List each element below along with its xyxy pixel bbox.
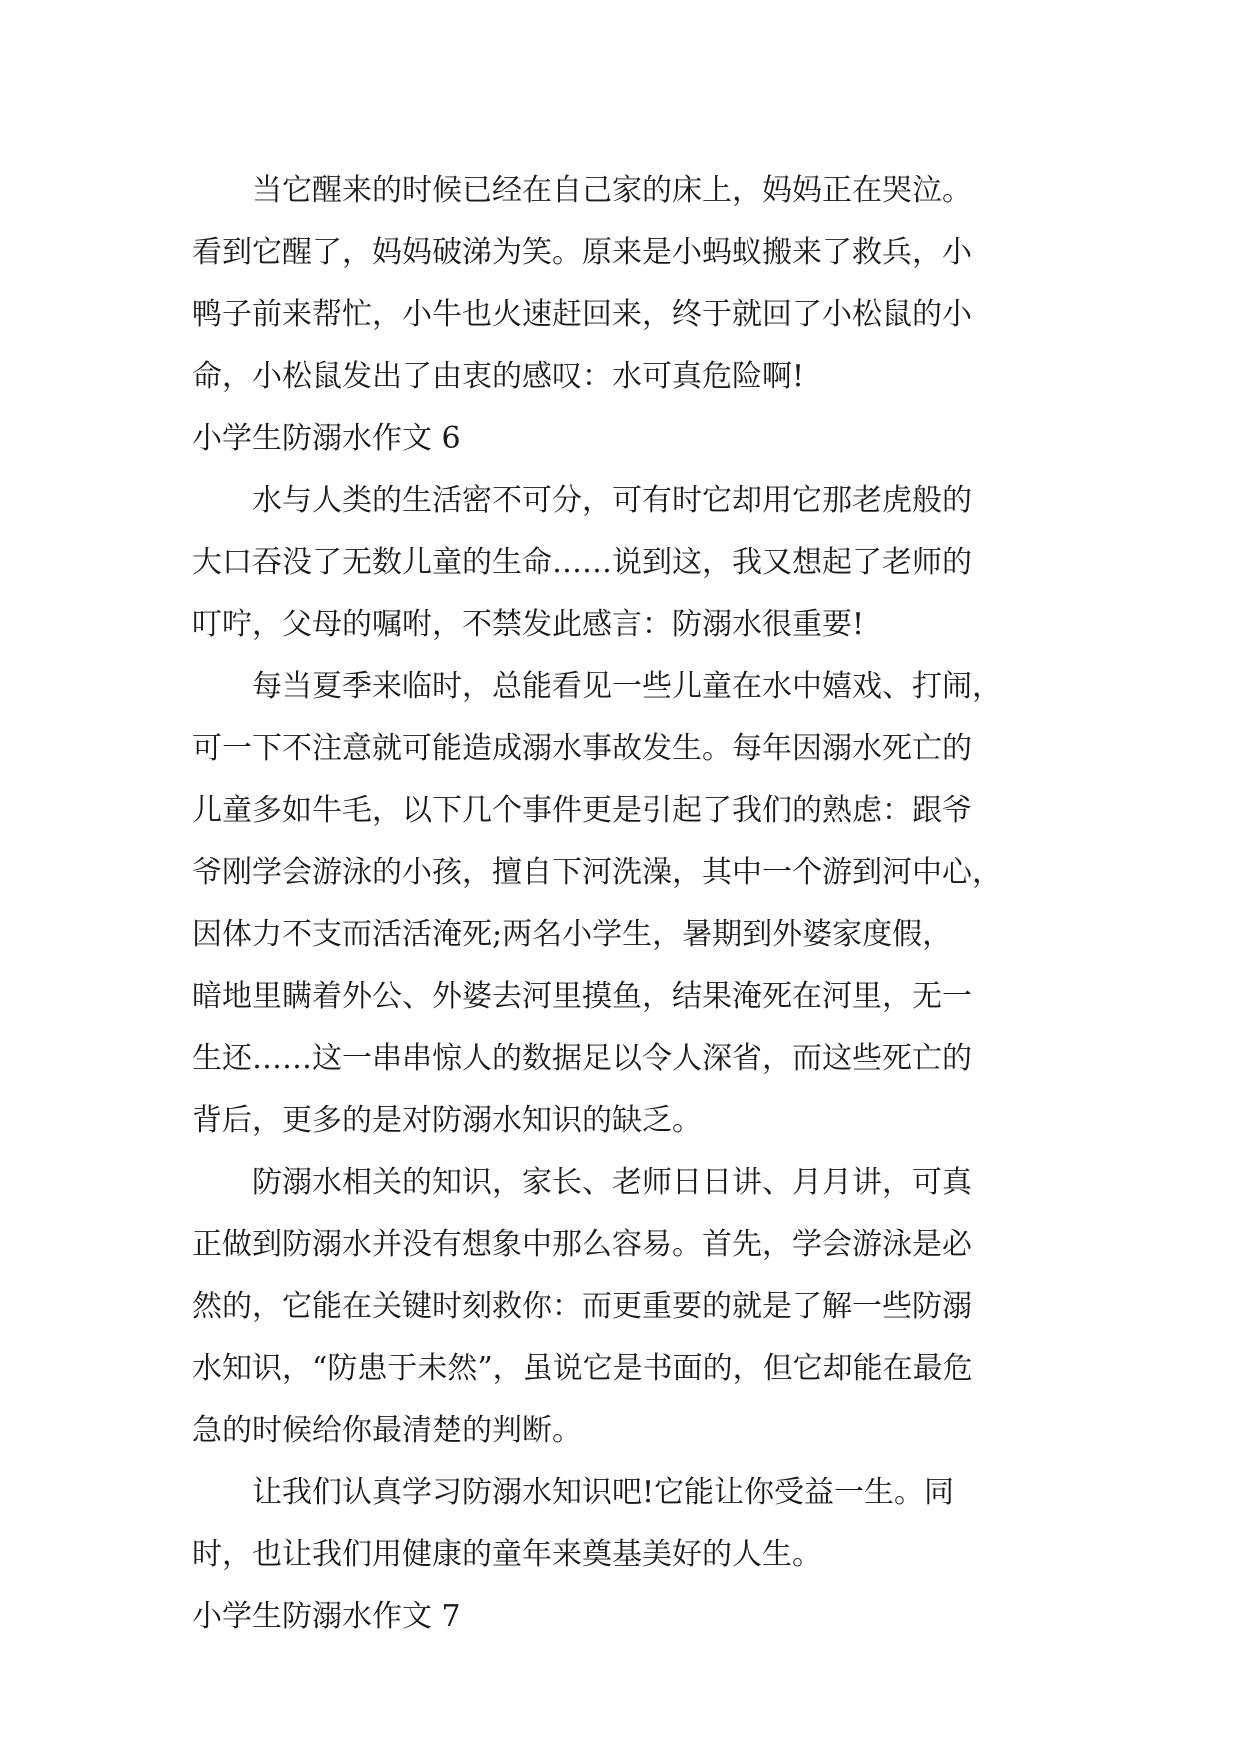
paragraph-line: 因体力不支而活活淹死;两名小学生，暑期到外婆家度假，	[192, 917, 953, 952]
paragraph-line: 大口吞没了无数儿童的生命……说到这，我又想起了老师的	[192, 545, 972, 580]
paragraph-line: 急的时候给你最清楚的判断。	[192, 1413, 582, 1448]
paragraph-line: 暗地里瞒着外公、外婆去河里摸鱼，结果淹死在河里，无一	[192, 979, 972, 1014]
paragraph-line: 水与人类的生活密不可分，可有时它却用它那老虎般的	[252, 483, 972, 518]
paragraph-line: 可一下不注意就可能造成溺水事故发生。每年因溺水死亡的	[192, 731, 972, 766]
paragraph-line: 叮咛，父母的嘱咐，不禁发此感言：防溺水很重要!	[192, 607, 865, 642]
section-heading-7: 小学生防溺水作文 7	[192, 1599, 461, 1634]
paragraph-line: 每当夏季来临时，总能看见一些儿童在水中嬉戏、打闹，	[252, 669, 1002, 704]
paragraph-line: 背后，更多的是对防溺水知识的缺乏。	[192, 1103, 702, 1138]
paragraph-line: 爷刚学会游泳的小孩，擅自下河洗澡，其中一个游到河中心，	[192, 855, 1002, 890]
paragraph-line: 儿童多如牛毛，以下几个事件更是引起了我们的熟虑：跟爷	[192, 793, 972, 828]
paragraph-4	[192, 1152, 1072, 1462]
paragraph-line: 正做到防溺水并没有想象中那么容易。首先，学会游泳是必	[192, 1227, 972, 1262]
paragraph-2	[192, 470, 1072, 656]
paragraph-line: 然的，它能在关键时刻救你：而更重要的就是了解一些防溺	[192, 1289, 972, 1324]
paragraph-line: 当它醒来的时候已经在自己家的床上，妈妈正在哭泣。	[252, 173, 972, 208]
paragraph-line: 生还……这一串串惊人的数据足以令人深省，而这些死亡的	[192, 1041, 972, 1076]
paragraph-line: 看到它醒了，妈妈破涕为笑。原来是小蚂蚁搬来了救兵，小	[192, 235, 972, 270]
paragraph-5	[192, 1462, 1072, 1586]
paragraph-line: 时，也让我们用健康的童年来奠基美好的人生。	[192, 1537, 822, 1572]
paragraph-1	[192, 160, 1072, 408]
document-body	[192, 160, 1072, 1648]
paragraph-line: 鸭子前来帮忙，小牛也火速赶回来，终于就回了小松鼠的小	[192, 297, 972, 332]
paragraph-line: 让我们认真学习防溺水知识吧!它能让你受益一生。同	[252, 1475, 955, 1510]
section-heading-6: 小学生防溺水作文 6	[192, 421, 461, 456]
paragraph-3	[192, 656, 1072, 1152]
paragraph-line: 防溺水相关的知识，家长、老师日日讲、月月讲，可真	[252, 1165, 972, 1200]
paragraph-line: 命，小松鼠发出了由衷的感叹：水可真危险啊!	[192, 359, 805, 394]
paragraph-line: 水知识，“防患于未然”，虽说它是书面的，但它却能在最危	[192, 1351, 973, 1386]
